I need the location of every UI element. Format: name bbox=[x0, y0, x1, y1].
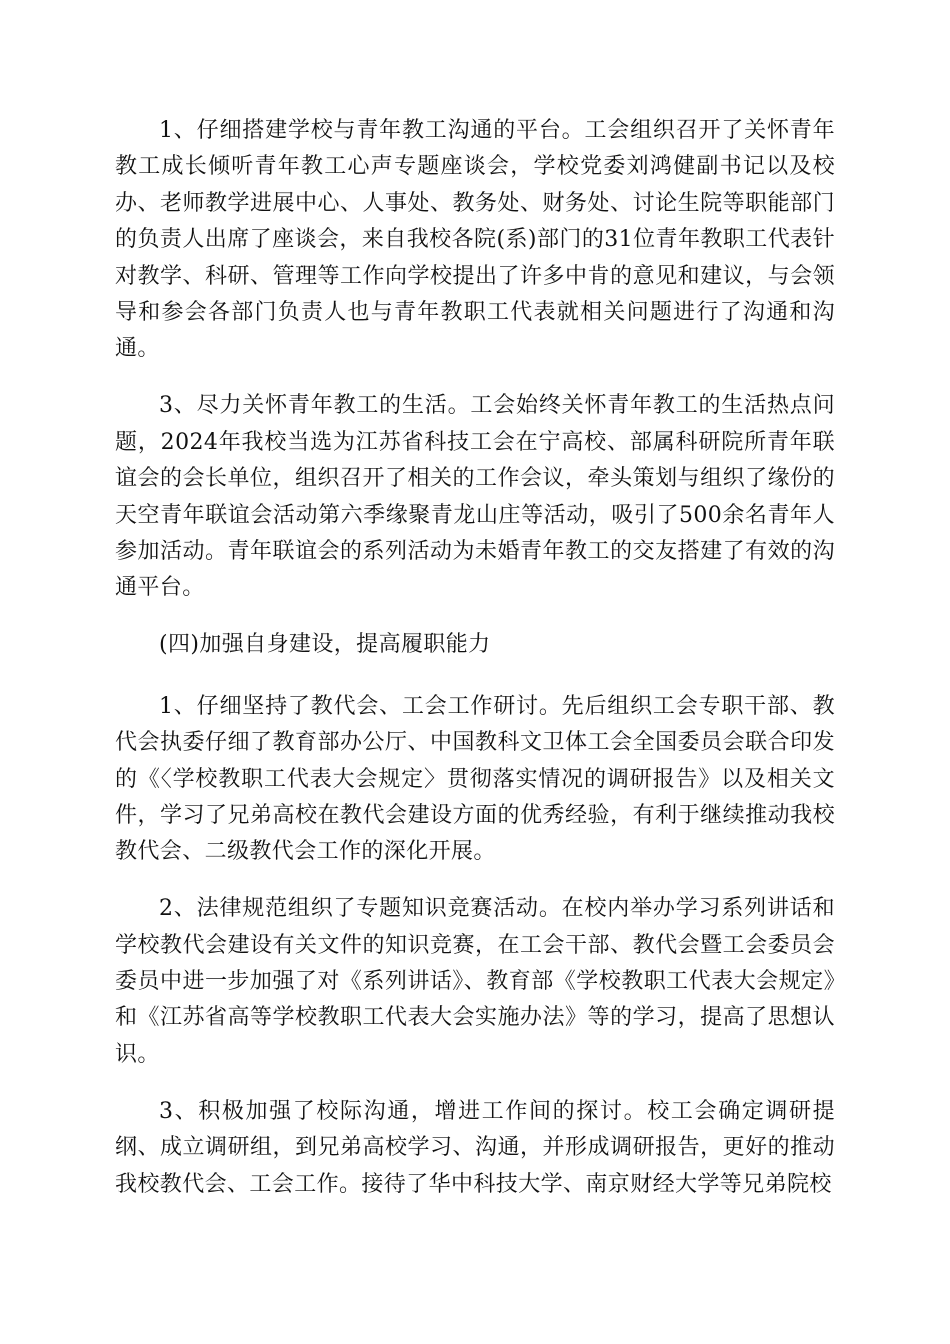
paragraph-communication-platform: 1、仔细搭建学校与青年教工沟通的平台。工会组织召开了关怀青年教工成长倾听青年教工心声专题座谈会，学校党委刘鸿健副书记以及校办、老师教学进展中心、人事处、教务处、财务处、讨论生院等职能部门的负责人出席了座谈会，来自我校各院(系)部门的31位青年教职工代表针对教学、科研、管理等工作向学校提出了许多中肯的意见和建议，与会领导和参会各部门负责人也与青年教职工代表就相关问题进行了沟通和沟通。 bbox=[115, 118, 835, 362]
paragraph-youth-life: 3、尽力关怀青年教工的生活。工会始终关怀青年教工的生活热点问题，2024年我校当选为江苏省科技工会在宁高校、部属科研院所青年联谊会的会长单位，组织召开了相关的工作会议，牵头策划与组织了缘份的天空青年联谊会活动第六季缘聚青龙山庄等活动，吸引了500余名青年人参加活动。青年联谊会的系列活动为未婚青年教工的交友搭建了有效的沟通平台。 bbox=[115, 393, 835, 601]
document-page bbox=[115, 113, 835, 1223]
paragraph-research-seminar: 1、仔细坚持了教代会、工会工作研讨。先后组织工会专职干部、教代会执委仔细了教育部办公厅、中国教科文卫体工会全国委员会联合印发的《〈学校教职工代表大会规定〉贯彻落实情况的调研报告》以及相关文件，学习了兄弟高校在教代会建设方面的优秀经验，有利于继续推动我校教代会、二级教代会工作的深化开展。 bbox=[115, 693, 835, 865]
section-heading: (四)加强自身建设，提高履职能力 bbox=[159, 632, 491, 658]
paragraph-inter-school-exchange: 3、积极加强了校际沟通，增进工作间的探讨。校工会确定调研提纲、成立调研组，到兄弟高校学习、沟通，并形成调研报告，更好的推动我校教代会、工会工作。接待了华中科技大学、南京财经大学等兄弟院校 bbox=[115, 1098, 835, 1197]
paragraph-knowledge-contest: 2、法律规范组织了专题知识竞赛活动。在校内举办学习系列讲话和学校教代会建设有关文件的知识竞赛，在工会干部、教代会暨工会委员会委员中进一步加强了对《系列讲话》、教育部《学校教职工代表大会规定》和《江苏省高等学校教职工代表大会实施办法》等的学习，提高了思想认识。 bbox=[115, 896, 835, 1067]
